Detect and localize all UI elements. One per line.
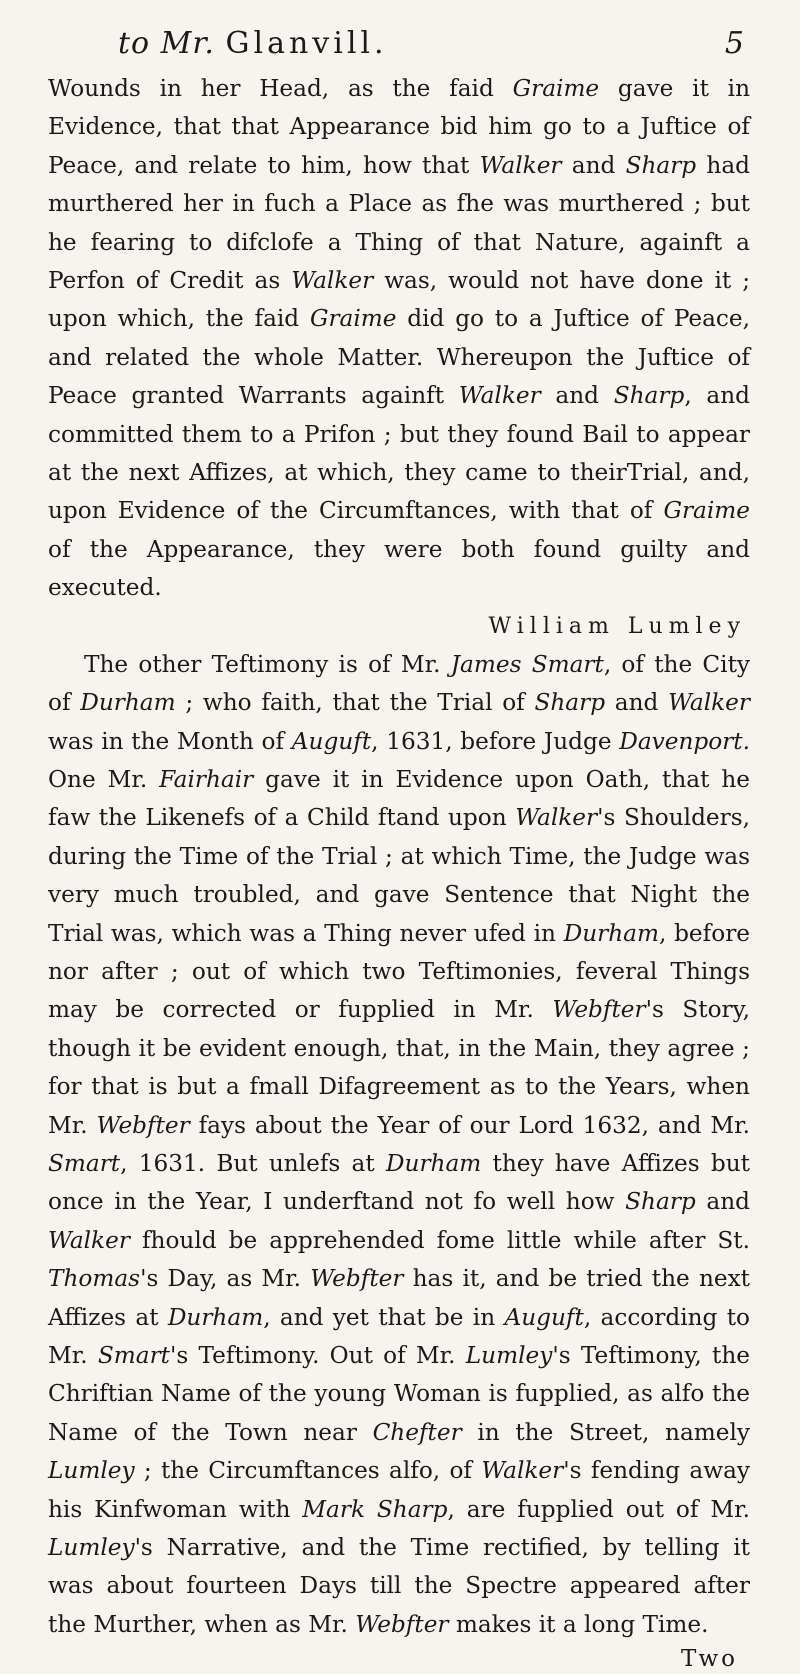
name-sharp: Sharp: [534, 689, 606, 717]
catchword: Two: [680, 1646, 738, 1673]
text-run: , and committed them to a Prifon ; but they found Bail to appear at the next Affizes, at which, they came to theirTrial, and, upon Evidence of the Circumftances, with that of: [48, 382, 750, 525]
name-walker: Walker: [458, 382, 541, 410]
place-durham: Durham: [563, 919, 659, 947]
name-walker: Walker: [479, 151, 562, 179]
text-run: was in the Month of: [48, 727, 292, 755]
name-graime: Graime: [512, 75, 600, 102]
running-title-surname: Glanvill.: [225, 26, 388, 61]
page-number: 5: [724, 26, 744, 61]
text-run: Wounds in her Head, as the faid: [48, 75, 513, 102]
text-run: ; who faith, that the Trial of: [175, 689, 535, 717]
text-run: they have Affizes but once in the Year, I underftand not fo well how: [48, 1149, 751, 1216]
text-run: One Mr.: [48, 765, 160, 793]
text-run: had murthered her in fuch a Place as fhe was murthered ; but he fearing to difclofe a Thing of that Nature, againft a Perfon of Credit as: [48, 151, 750, 295]
text-run: 's Shoulders, during the Time of the Trial ; at which Time, the Judge was very much troubled, and gave Sentence that Night the Trial was, which was a Thing never ufed in: [48, 804, 750, 947]
name-lumley: Lumley: [465, 1342, 553, 1369]
signature-william-lumley: William Lumley: [488, 613, 746, 639]
text-run: , according to Mr.: [48, 1303, 750, 1369]
text-run: , are fupplied out of Mr.: [447, 1495, 751, 1523]
name-smart: Smart: [48, 1149, 121, 1177]
paragraph-graime-account: [48, 70, 750, 608]
name-graime: Graime: [663, 497, 750, 525]
name-walker: Walker: [668, 689, 750, 717]
name-webster: Webfter: [355, 1610, 449, 1638]
text-run: , and yet that be in: [263, 1303, 505, 1331]
name-sharp: Sharp: [625, 1188, 696, 1216]
name-graime: Graime: [309, 305, 397, 333]
running-title: [118, 18, 388, 70]
place-durham: Durham: [385, 1149, 482, 1177]
text-run: in the Street, namely: [461, 1418, 750, 1446]
text-run: fhould be apprehended fome little while after St.: [129, 1226, 750, 1254]
text-run: gave it in Evidence upon Oath, that he faw the Likenefs of a Child ftand upon: [48, 765, 750, 832]
month-august: Auguft: [291, 727, 372, 755]
name-walker: Walker: [481, 1457, 564, 1485]
place-durham: Durham: [80, 689, 176, 717]
name-walker: Walker: [515, 804, 598, 832]
text-run: and: [695, 1188, 750, 1216]
name-james-smart: James Smart: [450, 650, 604, 678]
running-head: [48, 18, 750, 70]
place-lumley: Lumley: [48, 1457, 135, 1485]
name-thomas: Thomas: [48, 1265, 141, 1293]
text-run: and: [605, 689, 669, 717]
place-chester: Chefter: [372, 1418, 462, 1446]
text-run: and: [561, 151, 626, 179]
running-title-prefix: to: [118, 26, 151, 61]
name-webster: Webfter: [310, 1265, 404, 1293]
name-fairhair: Fairhair: [159, 765, 254, 793]
name-smart: Smart: [97, 1342, 170, 1369]
text-run: did go to a Juftice of Peace, and related the whole Matter. Whereupon the Juftice of Peace granted Warrants againft: [48, 305, 751, 410]
text-run: of the Appearance, they were both found guilty and executed.: [48, 535, 750, 602]
running-title-name: Mr.: [160, 26, 215, 61]
text-run: 's Day, as Mr.: [140, 1265, 311, 1293]
text-run: was, would not have done it ; upon which, the faid: [48, 267, 751, 333]
name-webster: Webfter: [96, 1111, 190, 1139]
body-text: [48, 70, 750, 1674]
text-run: has it, and be tried the next Affizes at: [48, 1265, 751, 1331]
name-mark-sharp: Mark Sharp: [302, 1495, 448, 1523]
name-sharp: Sharp: [613, 382, 685, 410]
text-run: 's Narrative, and the Time rectified, by telling it was about fourteen Days till the Spectre appeared after the Murther, when as Mr.: [48, 1534, 750, 1638]
text-run: , 1631, before Judge: [371, 727, 620, 755]
name-davenport: Davenport.: [619, 727, 750, 755]
text-run: The other Teftimony is of Mr.: [84, 650, 451, 678]
text-run: 's Teftimony, the Chriftian Name of the young Woman is fupplied, as alfo the Name of the Town near: [48, 1342, 750, 1446]
text-run: ; the Circumftances alfo, of: [134, 1457, 482, 1485]
name-walker: Walker: [291, 267, 374, 295]
name-webster: Webfter: [552, 996, 646, 1024]
text-run: and: [540, 382, 614, 410]
paragraph-smart-testimony: [48, 646, 750, 1645]
text-run: makes it a long Time.: [448, 1610, 709, 1638]
text-run: gave it in Evidence, that that Appearance bid him go to a Juftice of Peace, and relate to him, how that: [48, 75, 751, 179]
text-run: 's Teftimony. Out of Mr.: [169, 1342, 466, 1369]
text-run: 's fending away his Kinfwoman with: [48, 1457, 750, 1523]
name-sharp: Sharp: [625, 151, 697, 179]
month-august: Auguft: [504, 1303, 584, 1331]
text-run: , before nor after ; out of which two Teftimonies, feveral Things may be corrected or fupplied in Mr.: [48, 919, 750, 1024]
text-run: fays about the Year of our Lord 1632, and Mr.: [189, 1111, 750, 1139]
name-walker: Walker: [48, 1226, 130, 1254]
name-lumley: Lumley: [48, 1534, 135, 1562]
text-run: 's Story, though it be evident enough, that, in the Main, they agree ; for that is but a fmall Difagreement as to the Years, when Mr.: [48, 996, 751, 1139]
place-durham: Durham: [167, 1303, 264, 1331]
text-run: , 1631. But unlefs at: [120, 1149, 386, 1177]
text-run: , of the City of: [48, 650, 750, 717]
